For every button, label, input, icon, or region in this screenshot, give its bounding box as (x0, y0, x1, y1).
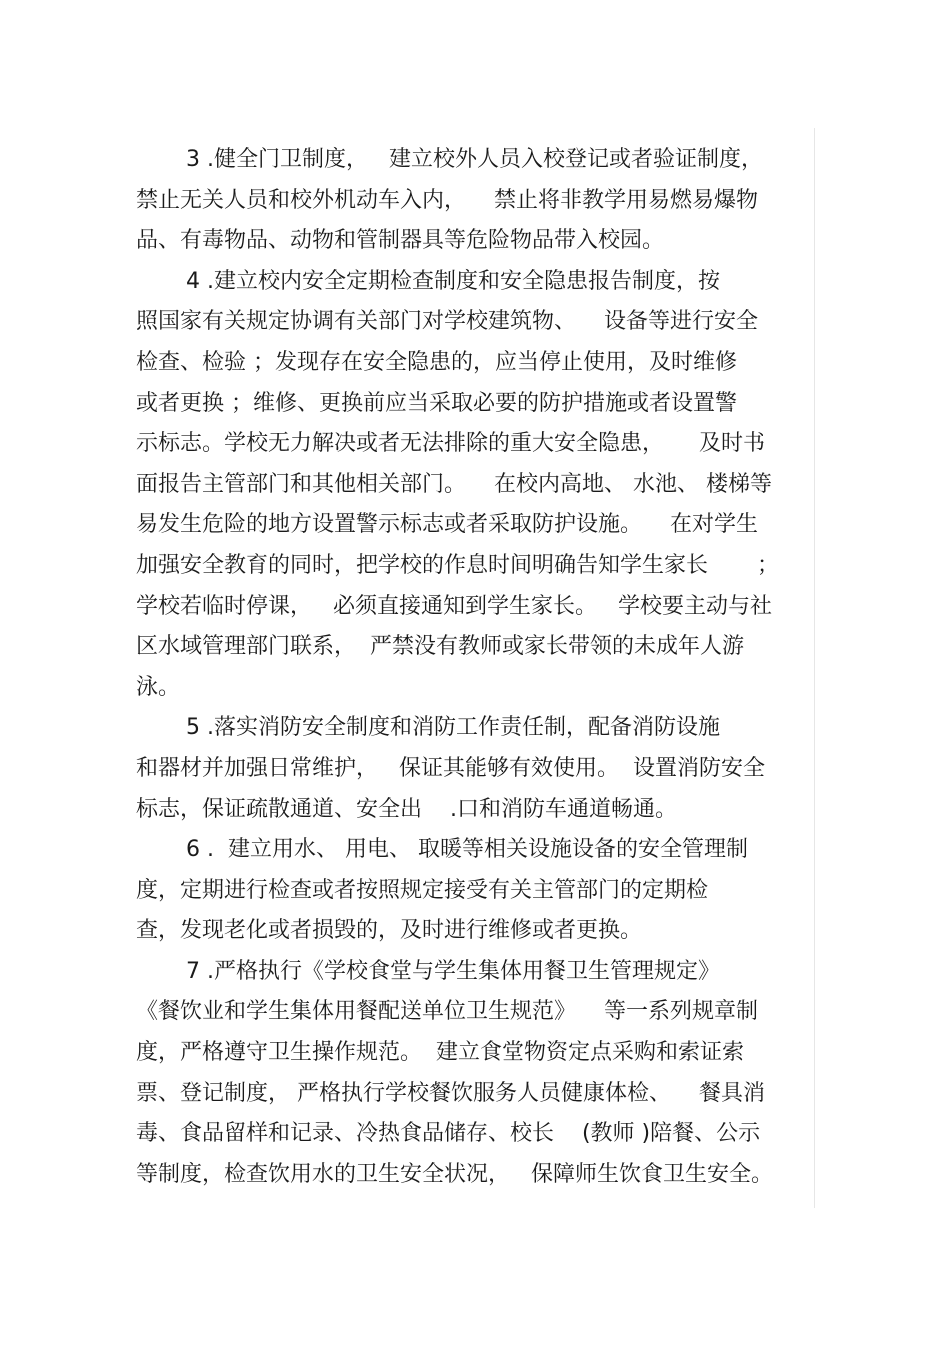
paragraph-line: 检查、检验 ；发现存在安全隐患的，应当停止使用，及时维修 (136, 349, 737, 375)
paragraph-line: 泳。 (136, 674, 181, 700)
paragraph-first-line: 4 .建立校内安全定期检查制度和安全隐患报告制度，按 (186, 268, 720, 294)
paragraph-line: 加强安全教育的同时，把学校的作息时间明确告知学生家长 ； (136, 552, 779, 578)
paragraph-first-line: 7 .严格执行《学校食堂与学生集体用餐卫生管理规定》 (186, 958, 720, 984)
document-body (136, 140, 816, 1195)
paragraph-line: 易发生危险的地方设置警示标志或者采取防护设施。 在对学生 (136, 512, 758, 538)
paragraph-line: 《餐饮业和学生集体用餐配送单位卫生规范》 等一系列规章制 (136, 999, 758, 1025)
paragraph-line: 区水域管理部门联系， 严禁没有教师或家长带领的未成年人游 (136, 634, 744, 660)
paragraph-line: 度，严格遵守卫生操作规范。 建立食堂物资定点采购和索证索 (136, 1040, 744, 1066)
paragraph-line: 票、登记制度， 严格执行学校餐饮服务人员健康体检、 餐具消 (136, 1080, 765, 1106)
paragraph-line: 等制度，检查饮用水的卫生安全状况， 保障师生饮食卫生安全。 (136, 1161, 773, 1187)
paragraph-first-line: 5 .落实消防安全制度和消防工作责任制，配备消防设施 (186, 715, 720, 741)
paragraph-first-line: 3 .健全门卫制度， 建立校外人员入校登记或者验证制度， (186, 147, 763, 172)
paragraph-line: 照国家有关规定协调有关部门对学校建筑物、 设备等进行安全 (136, 309, 758, 335)
paragraph-line: 面报告主管部门和其他相关部门。 在校内高地、 水池、 楼梯等 (136, 471, 772, 497)
paragraph-line: 品、有毒物品、动物和管制器具等危险物品带入校园。 (136, 228, 665, 254)
paragraph-line: 示标志。学校无力解决或者无法排除的重大安全隐患， 及时书 (136, 431, 765, 457)
paragraph-line: 度，定期进行检查或者按照规定接受有关主管部门的定期检 (136, 877, 709, 903)
paragraph-line: 和器材并加强日常维护， 保证其能够有效使用。 设置消防安全 (136, 755, 765, 781)
paragraph-first-line: 6 . 建立用水、 用电、 取暖等相关设施设备的安全管理制 (186, 837, 748, 863)
paragraph-line: 禁止无关人员和校外机动车入内， 禁止将非教学用易燃易爆物 (136, 187, 758, 213)
paragraph-line: 或者更换 ；维修、更换前应当采取必要的防护措施或者设置警 (136, 390, 737, 416)
paragraph-line: 学校若临时停课， 必须直接通知到学生家长。 学校要主动与社 (136, 593, 772, 619)
paragraph-line: 标志，保证疏散通道、安全出 .口和消防车通道畅通。 (136, 796, 677, 822)
paragraph-line: 查，发现老化或者损毁的，及时进行维修或者更换。 (136, 918, 643, 944)
paragraph-line: 毒、食品留样和记录、冷热食品储存、校长 (教师 )陪餐、公示 (136, 1121, 761, 1147)
